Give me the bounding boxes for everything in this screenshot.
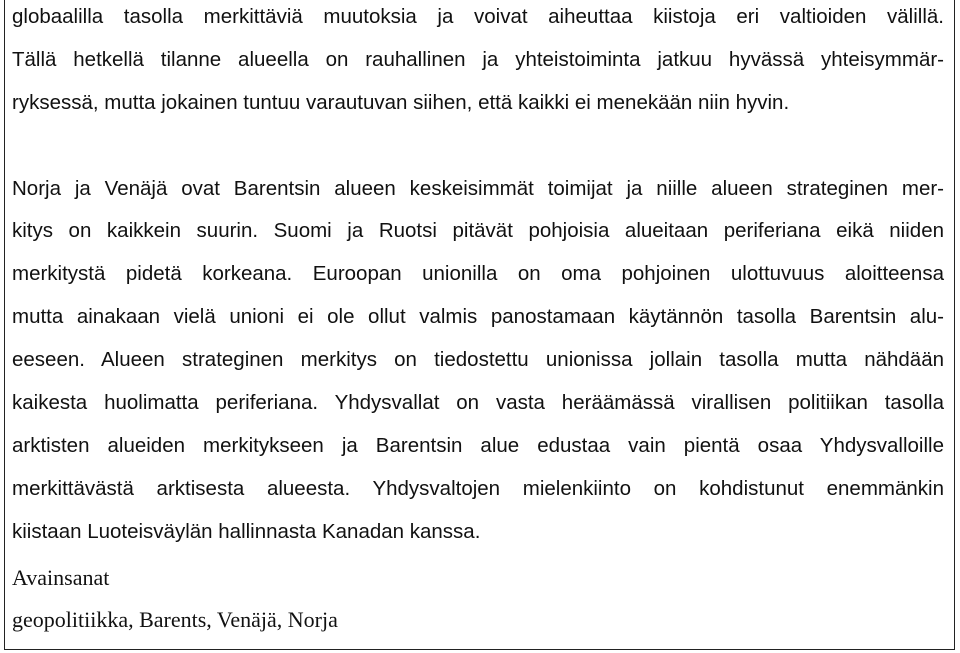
main-paragraph-line-4: mutta ainakaan vielä unioni ei ole ollut valmis panostamaan käytännön tasolla Barentsin alu- <box>12 305 944 328</box>
keywords-text: geopolitiikka, Barents, Venäjä, Norja <box>12 607 338 632</box>
main-paragraph-line-8: merkittävästä arktisesta alueesta. Yhdysvaltojen mielenkiinto on kohdistunut enemmänkin <box>12 477 944 500</box>
top-paragraph-line-3: ryksessä, mutta jokainen tuntuu varautuvan siihen, että kaikki ei menekään niin hyvin. <box>12 91 790 114</box>
keywords-heading: Avainsanat <box>12 565 110 590</box>
main-paragraph-line-7: arktisten alueiden merkitykseen ja Barentsin alue edustaa vain pientä osaa Yhdysvalloille <box>12 434 944 457</box>
top-paragraph-line-1: globaalilla tasolla merkittäviä muutoksia ja voivat aiheuttaa kiistoja eri valtioiden välillä. <box>12 5 944 28</box>
main-paragraph-line-3: merkitystä pidetä korkeana. Euroopan unionilla on oma pohjoinen ulottuvuus aloitteensa <box>12 262 944 285</box>
main-paragraph-line-9: kiistaan Luoteisväylän hallinnasta Kanadan kanssa. <box>12 520 481 543</box>
top-paragraph-line-2: Tällä hetkellä tilanne alueella on rauhallinen ja yhteistoiminta jatkuu hyvässä yhteisymmär- <box>12 48 944 71</box>
main-paragraph-line-1: Norja ja Venäjä ovat Barentsin alueen keskeisimmät toimijat ja niille alueen strateginen mer- <box>12 177 944 200</box>
main-paragraph-line-6: kaikesta huolimatta periferiana. Yhdysvallat on vasta heräämässä virallisen politiikan tasolla <box>12 391 944 414</box>
main-paragraph-line-5: eeseen. Alueen strateginen merkitys on tiedostettu unionissa jollain tasolla mutta nähdään <box>12 348 944 371</box>
main-paragraph-line-2: kitys on kaikkein suurin. Suomi ja Ruotsi pitävät pohjoisia alueitaan periferiana eikä niiden <box>12 219 944 242</box>
